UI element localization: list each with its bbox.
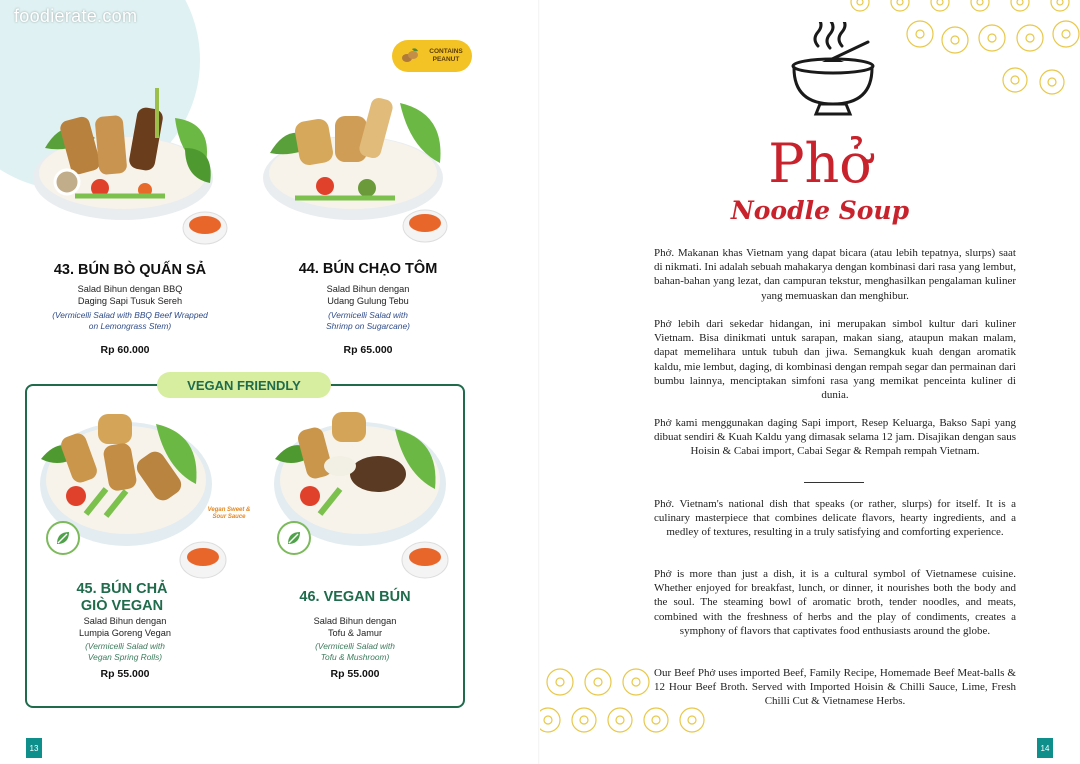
pho-paragraph-1: Phở. Makanan khas Vietnam yang dapat bicara (atau lebih tepatnya, slurps) saat di nikmati. Ini adalah sebuah mahakarya dengan kombinasi dari rasa yang lembut, bahan-bahan yang lezat, dan campuran tekstur, menghasilkan pengalaman kuliner yang memuaskan dan menghibur. <box>654 247 1016 302</box>
dish-45-title-line1: 45. BÚN CHẢ <box>76 581 168 597</box>
dish-46-sauce-image <box>400 536 450 580</box>
dish-46-en-line1: (Vermicelli Salad with <box>315 641 395 651</box>
page-number-right: 14 <box>1037 738 1053 758</box>
dish-45-description <box>40 615 210 639</box>
vegan-leaf-badge-46 <box>277 521 311 555</box>
dish-44-title: 44. BÚN CHẠO TÔM <box>298 261 438 277</box>
pho-paragraph-5: Phở is more than just a dish, it is a cultural symbol of Vietnamese cuisine. Whether enjoyed for breakfast, lunch, or dinner, it nourishes both the body and the soul. The steaming bowl of aromatic broth, tender noodles, and meats, combined with the freshness of herbs and the play of condiments, creates a symphony of flavors that captivates food enthusiasts around the globe. <box>654 568 1016 637</box>
pho-paragraph-6: Our Beef Phở uses imported Beef, Family Recipe, Homemade Beef Meat-balls & 12 Hour Beef Broth. Served with Imported Hoisin & Chilli Sauce, Lime, Fresh Chilli Cut & Vietnamese Herbs. <box>654 667 1016 708</box>
contains-peanut-badge <box>392 40 472 72</box>
flower-pattern-bottom <box>540 660 720 740</box>
watermark: foodierate.com <box>14 6 138 26</box>
dish-43-description <box>40 283 220 307</box>
divider-line <box>804 482 864 483</box>
dish-44-desc-line1: Salad Bihun dengan <box>326 284 410 294</box>
dish-43-desc-line1: Salad Bihun dengan BBQ <box>77 284 183 294</box>
leaf-icon <box>285 529 303 547</box>
dish-45-sauce-image <box>178 536 228 580</box>
soup-bowl-icon <box>790 22 880 130</box>
dish-44-image <box>255 78 460 248</box>
dish-43-en-line2: on Lemongrass Stem) <box>88 321 172 331</box>
dish-45-english <box>40 641 210 663</box>
dish-43-image <box>25 78 230 248</box>
dish-45-desc-line1: Salad Bihun dengan <box>83 616 167 626</box>
pho-subtitle: Noodle Soup <box>730 196 910 225</box>
vegan-leaf-badge-45 <box>46 521 80 555</box>
pho-paragraph-4: Phở. Vietnam's national dish that speaks (or rather, slurps) for itself. It is a culinary masterpiece that combines delicate flavors, hearty ingredients, and a medley of textures, resulting in a truly satisfying and comforting experience. <box>654 498 1016 539</box>
badge-text: CONTAINS PEANUT <box>429 48 463 63</box>
dish-44-description <box>278 283 458 307</box>
menu-page-right <box>540 0 1080 764</box>
dish-46-price: Rp 55.000 <box>330 668 380 680</box>
dish-44-desc-line2: Udang Gulung Tebu <box>327 296 409 306</box>
dish-45-en-line1: (Vermicelli Salad with <box>85 641 165 651</box>
pho-title: Phở <box>768 132 872 195</box>
vegan-sauce-note: Vegan Sweet & Sour Sauce <box>207 507 251 520</box>
dish-43-english <box>25 310 235 332</box>
dish-44-price: Rp 65.000 <box>343 344 393 356</box>
dish-43-title: 43. BÚN BÒ QUẤN SẢ <box>53 262 207 278</box>
dish-44-english <box>278 310 458 332</box>
page-number-left: 13 <box>26 738 42 758</box>
dish-45-en-line2: Vegan Spring Rolls) <box>87 652 163 662</box>
dish-45-price: Rp 55.000 <box>100 668 150 680</box>
dish-45-desc-line2: Lumpia Goreng Vegan <box>79 628 171 638</box>
dish-43-en-line1: (Vermicelli Salad with BBQ Beef Wrapped <box>52 310 208 320</box>
dish-46-desc-line1: Salad Bihun dengan <box>313 616 397 626</box>
leaf-icon <box>54 529 72 547</box>
dish-46-description <box>270 615 440 639</box>
pho-paragraph-2: Phở lebih dari sekedar hidangan, ini merupakan simbol kultur dari kuliner Vietnam. Bisa dinikmati untuk sarapan, makan siang, ataupun makan malam, dapat memelihara untuk tubuh dan jiwa. Semangkuk kuah dengan aromatik kaldu, mie lembut, daging, di kombinasi dengan rempah segar dan permainan dari bumbu lainnya, menciptakan simfoni rasa yang memikat penceinta kuliner di dunia. <box>654 318 1016 402</box>
dish-46-english <box>270 641 440 663</box>
dish-46-en-line2: Tofu & Mushroom) <box>320 652 390 662</box>
dish-43-desc-line2: Daging Sapi Tusuk Sereh <box>77 296 183 306</box>
dish-46-desc-line2: Tofu & Jamur <box>327 628 383 638</box>
dish-45-title-line2: GIÒ VEGAN <box>80 598 164 614</box>
dish-46-title: 46. VEGAN BÚN <box>299 589 411 605</box>
dish-43-price: Rp 60.000 <box>100 344 150 356</box>
dish-44-en-line1: (Vermicelli Salad with <box>328 310 408 320</box>
peanut-icon <box>400 46 420 66</box>
dish-44-en-line2: Shrimp on Sugarcane) <box>326 321 410 331</box>
pho-paragraph-3: Phở kami menggunakan daging Sapi import, Resep Keluarga, Bakso Sapi yang dibuat sendiri & Kuah Kaldu yang dimasak selama 12 jam. Disajikan dengan saus Hoisin & Cabai import, Cabai Segar & Rempah rempah Vietnam. <box>654 417 1016 458</box>
dish-45-title <box>52 581 192 615</box>
vegan-friendly-label: VEGAN FRIENDLY <box>157 372 331 398</box>
